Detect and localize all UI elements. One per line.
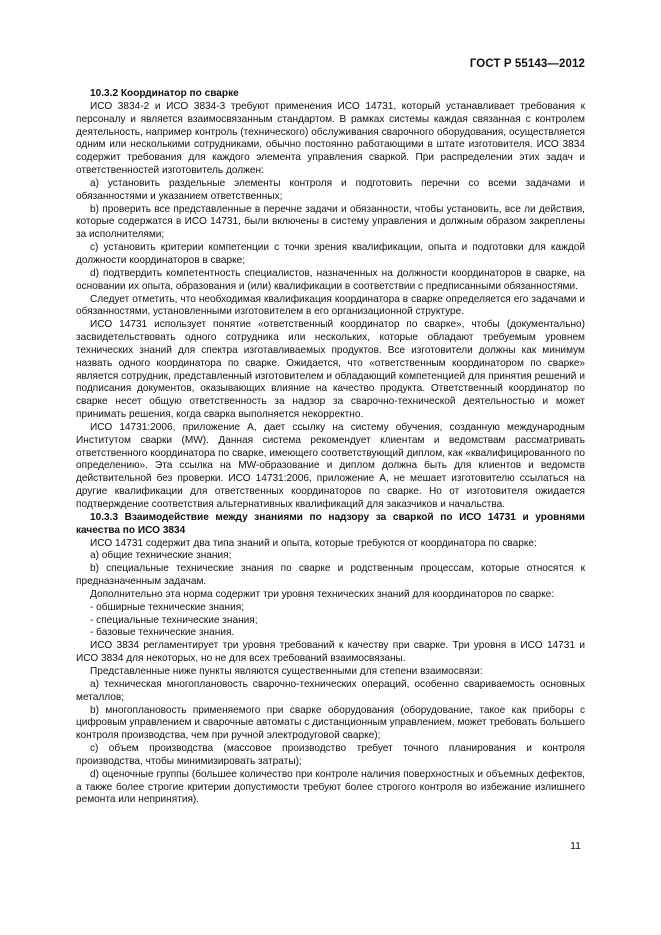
page-number: 11 — [570, 840, 581, 852]
dash-item: - специальные технические знания; — [90, 614, 258, 626]
paragraph: Дополнительно эта норма содержит три уровня технических знаний для координаторов по сварке: — [90, 588, 555, 600]
section-heading-10-3-3: 10.3.3 Взаимодействие между знаниями по надзору за сваркой по ИСО 14731 и уровнями качества по ИСО 3834 — [76, 511, 585, 536]
list-item-a: a) установить раздельные элементы контроля и подготовить перечни со всеми задачами и обязанностями и указанием ответственных; — [76, 177, 585, 202]
dash-item: - обширные технические знания; — [90, 601, 245, 613]
list-item-a: а) общие технические знания; — [90, 550, 232, 562]
list-item-d: d) оценочные группы (большее количество при контроле наличия поверхностных и объемных дефектов, а также более строгие критерии допустимости требуют более строгого контроля во избежание излишнего ремонта или непринятия). — [76, 768, 585, 806]
list-item-c: c) установить критерии компетенции с точки зрения квалификации, опыта и подготовки для каждой должности координаторов в сварке; — [76, 242, 585, 266]
paragraph: ИСО 14731:2006, приложение А, дает ссылку на систему обучения, созданную международным Институтом сварки (MW). Данная система рекомендует клиентам и ведомствам рассматривать ответственного координатора по сварке, имеющего соответствующий диплом, как «квалифицированного по определению». Эта ссылка на MW-образование и диплом должна быть для клиентов и ведомств действительной без проверки. ИСО 14731:2006, приложение А, не мешает изготовителю ссылаться на другие квалификации для ответственных координаторов по сварке. Но от изготовителя ожидается подтверждение соответствия альтернативных квалификаций для заказчиков и начальства. — [76, 421, 585, 510]
section-heading-10-3-2: 10.3.2 Координатор по сварке — [90, 88, 239, 99]
paragraph: Представленные ниже пункты являются существенными для степени взаимосвязи: — [90, 665, 483, 677]
list-item-c: c) объем производства (массовое производство требует точного планирования и контроля производства, чтобы минимизировать затраты); — [76, 743, 585, 767]
list-item-b: b) проверить все представленные в перечне задачи и обязанности, чтобы установить, все ли действия, которые содержатся в ИСО 14731, были включены в систему управления и должным образом закреплены за исполнителями; — [76, 203, 585, 241]
document-id-header: ГОСТ Р 55143—2012 — [469, 58, 585, 70]
document-body — [76, 88, 585, 807]
list-item-b: b) многоплановость применяемого при сварке оборудования (оборудование, такое как приборы с цифровым управлением и сварочные автоматы с дистанционным управлением, может требовать большего контроля производства, чем при ручной электродуговой сварке); — [76, 704, 585, 742]
list-item-a: а) техническая многоплановость сварочно-технических операций, особенно свариваемость основных металлов; — [76, 678, 585, 703]
list-item-d: d) подтвердить компетентность специалистов, назначенных на должности координаторов в сварке, на основании их опыта, образования и (или) квалификации в соответствии с предписанными обязанностями. — [76, 267, 585, 292]
list-item-b: b) специальные технические знания по сварке и родственным процессам, которые относятся к предназначенным задачам. — [76, 563, 585, 588]
paragraph: ИСО 14731 содержит два типа знаний и опыта, которые требуются от координатора по сварке: — [90, 537, 537, 549]
dash-item: - базовые технические знания. — [90, 627, 235, 639]
paragraph: ИСО 3834-2 и ИСО 3834-3 требуют применения ИСО 14731, который устанавливает требования к персоналу и является взаимосвязанным стандартом. В рамках системы каждая связанная с контролем деятельность, например контроль (технического) обслуживания сварочного оборудования, осуществляется одним или несколькими сотрудниками, обычно постоянно работающими в штате изготовителя. ИСО 3834 содержит требования для каждого элемента управления сваркой. При распределении этих задач и ответственностей изготовитель должен: — [76, 100, 585, 177]
paragraph: ИСО 3834 регламентирует три уровня требований к качеству при сварке. Три уровня в ИСО 14731 и ИСО 3834 для некоторых, но не для всех требований взаимосвязаны. — [76, 640, 585, 665]
paragraph: ИСО 14731 использует понятие «ответственный координатор по сварке», чтобы (документально) засвидетельствовать одного сотрудника или нескольких, которые обладают требуемым уровнем технических знаний для спектра изготавливаемых продуктов. Все изготовители должны как минимум назвать одного координатора по сварке. Ожидается, что «ответственным координатором по сварке» является сотрудник, представленный изготовителем и обладающий компетенцией для принятия решений и подписания документов, оказывающих влияние на качество продукта. Ответственный координатор по сварке несет общую ответственность за надзор за сварочно-технической деятельностью и может принимать решения, когда сварка выполняется некорректно. — [76, 319, 585, 421]
paragraph: Следует отметить, что необходимая квалификация координатора в сварке определяется его задачами и обязанностями, установленными изготовителем в его организационной структуре. — [76, 293, 585, 318]
